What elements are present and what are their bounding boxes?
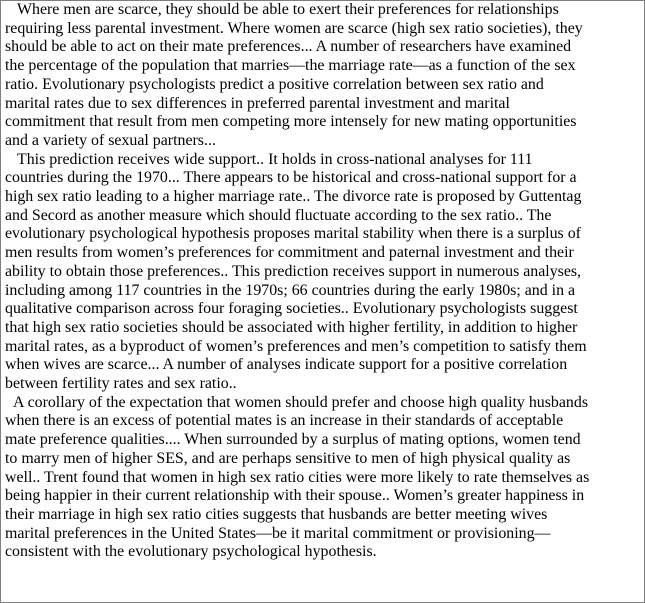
text-line: when there is an excess of potential mates is an increase in their standards of acceptable [5,412,564,430]
text-line: qualitative comparison across four foraging societies.. Evolutionary psychologists suggest [5,300,578,318]
text-line: Where men are scarce, they should be able to exert their preferences for relationships [17,1,559,18]
text-line: mate preference qualities.... When surrounded by a surplus of mating options, women tend [5,431,581,449]
document-body [5,1,643,562]
text-line: including among 117 countries in the 1970s; 66 countries during the early 1980s; and in a [5,281,576,299]
text-line: well.. Trent found that women in high sex ratio cities were more likely to rate themselves as [5,468,590,486]
text-line: men results from women’s preferences for commitment and paternal investment and their [5,244,574,262]
text-line: consistent with the evolutionary psychological hypothesis. [5,543,377,561]
text-line: should be able to act on their mate preferences... A number of researchers have examined [5,38,572,56]
text-line: evolutionary psychological hypothesis proposes marital stability when there is a surplus of [5,225,581,243]
text-line: This prediction receives wide support.. It holds in cross-national analyses for 111 [17,150,533,168]
text-line: marital rates due to sex differences in preferred parental investment and marital [5,94,510,112]
text-line: when wives are scarce... A number of analyses indicate support for a positive correlation [5,356,568,374]
text-line: the percentage of the population that marries—the marriage rate—as a function of the sex [5,57,576,75]
paragraph-1 [5,1,643,151]
text-line: to marry men of higher SES, and are perhaps sensitive to men of high physical quality as [5,449,571,467]
text-line: and a variety of sexual partners... [5,131,216,149]
text-line: commitment that result from men competing more intensely for new mating opportunities [5,113,577,131]
text-line: countries during the 1970... There appears to be historical and cross-national support for a [5,169,577,187]
text-line: marital preferences in the United States—be it marital commitment or provisioning— [5,524,551,542]
text-line: ratio. Evolutionary psychologists predict a positive correlation between sex ratio and [5,75,544,93]
text-line: between fertility rates and sex ratio.. [5,375,237,393]
text-line: their marriage in high sex ratio cities suggests that husbands are better meeting wives [5,505,548,523]
text-line: A corollary of the expectation that women should prefer and choose high quality husbands [13,393,589,411]
text-line: being happier in their current relationship with their spouse.. Women’s greater happiness in [5,487,585,505]
text-line: ability to obtain those preferences.. This prediction receives support in numerous analyses, [5,262,582,280]
paragraph-2 [5,151,643,394]
paragraph-3 [5,394,643,562]
text-line: that high sex ratio societies should be associated with higher fertility, in addition to higher [5,318,578,336]
text-line: high sex ratio leading to a higher marriage rate.. The divorce rate is proposed by Guttentag [5,188,582,206]
text-line: and Secord as another measure which should fluctuate according to the sex ratio.. The [5,206,552,224]
text-line: marital rates, as a byproduct of women’s preferences and men’s competition to satisfy them [5,337,587,355]
text-line: requiring less parental investment. Where women are scarce (high sex ratio societies), they [5,19,583,37]
